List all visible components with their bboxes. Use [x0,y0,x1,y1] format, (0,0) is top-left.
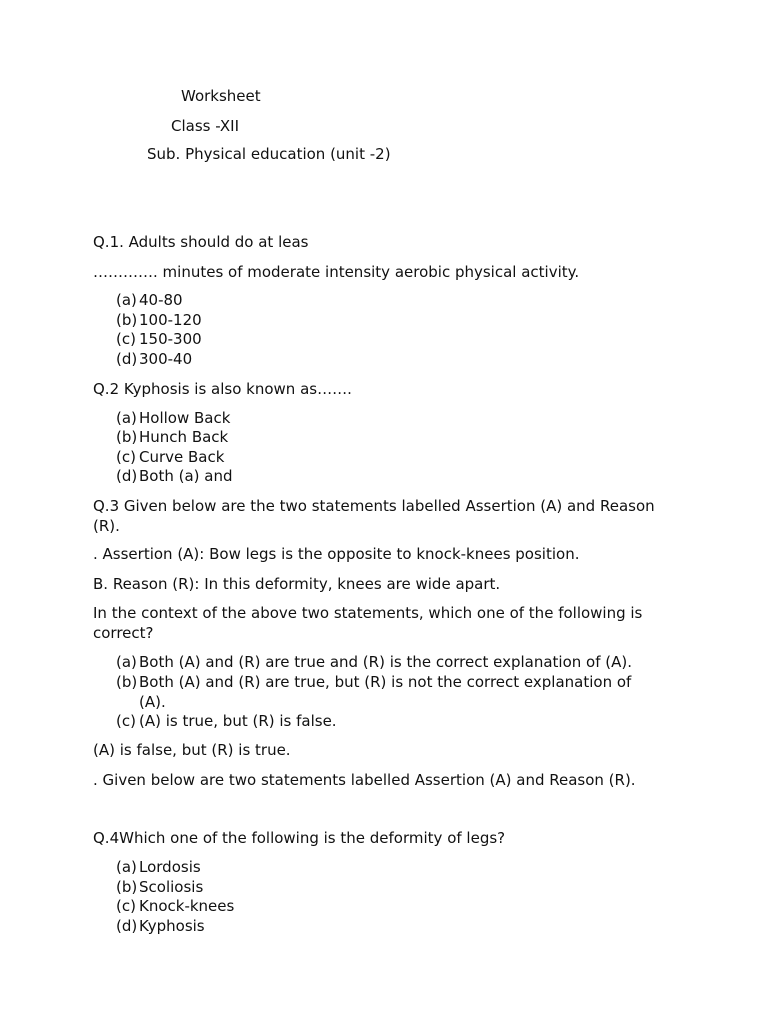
option-label: (b) [116,878,138,896]
option-label: (a) [116,409,137,427]
option-label: (c) [116,330,136,348]
option-label: (b) [116,311,138,329]
option-text: 150-300 [139,330,202,348]
option-label: (c) [116,897,136,915]
option-label: (a) [116,858,137,876]
option-label: (a) [116,291,137,309]
option-label: (c) [116,712,136,730]
option-label: (b) [116,428,138,446]
option-text: Both (a) and [139,467,233,485]
q3-question: Q.3 Given below are the two statements labelled Assertion (A) and Reason (R). [93,497,655,535]
worksheet-title: Worksheet [181,87,261,105]
q2-question: Q.2 Kyphosis is also known as……. [93,380,352,398]
class-line: Class -XII [171,117,240,135]
option-text: Scoliosis [139,878,204,896]
option-text: (A) is true, but (R) is false. [139,712,337,730]
option-text: Both (A) and (R) are true and (R) is the correct explanation of (A). [139,653,633,671]
q3-extra-option: (A) is false, but (R) is true. [93,741,291,759]
option-text: 40-80 [139,291,183,309]
option-text: Hunch Back [139,428,229,446]
option-label: (d) [116,917,138,935]
option-text: Kyphosis [139,917,205,935]
option-label: (a) [116,653,137,671]
option-text: Both (A) and (R) are true, but (R) is not the correct explanation of (A). [139,673,632,711]
option-text: Knock-knees [139,897,235,915]
option-text: 300-40 [139,350,193,368]
q3-reason: B. Reason (R): In this deformity, knees are wide apart. [93,575,501,593]
subject-line: Sub. Physical education (unit -2) [147,145,391,163]
q3-repeat-line: . Given below are two statements labelled Assertion (A) and Reason (R). [93,771,636,789]
q1-question-continued: …………. minutes of moderate intensity aerobic physical activity. [93,263,580,281]
option-text: Hollow Back [139,409,231,427]
q4-question: Q.4Which one of the following is the deformity of legs? [93,829,506,847]
option-label: (d) [116,467,138,485]
option-text: Lordosis [139,858,201,876]
q1-question: Q.1. Adults should do at leas [93,233,309,251]
q3-context: In the context of the above two statements, which one of the following is correct? [93,604,643,642]
option-label: (c) [116,448,136,466]
option-text: 100-120 [139,311,202,329]
option-label: (b) [116,673,138,691]
option-label: (d) [116,350,138,368]
q3-assertion: . Assertion (A): Bow legs is the opposite to knock-knees position. [93,545,580,563]
option-text: Curve Back [139,448,225,466]
